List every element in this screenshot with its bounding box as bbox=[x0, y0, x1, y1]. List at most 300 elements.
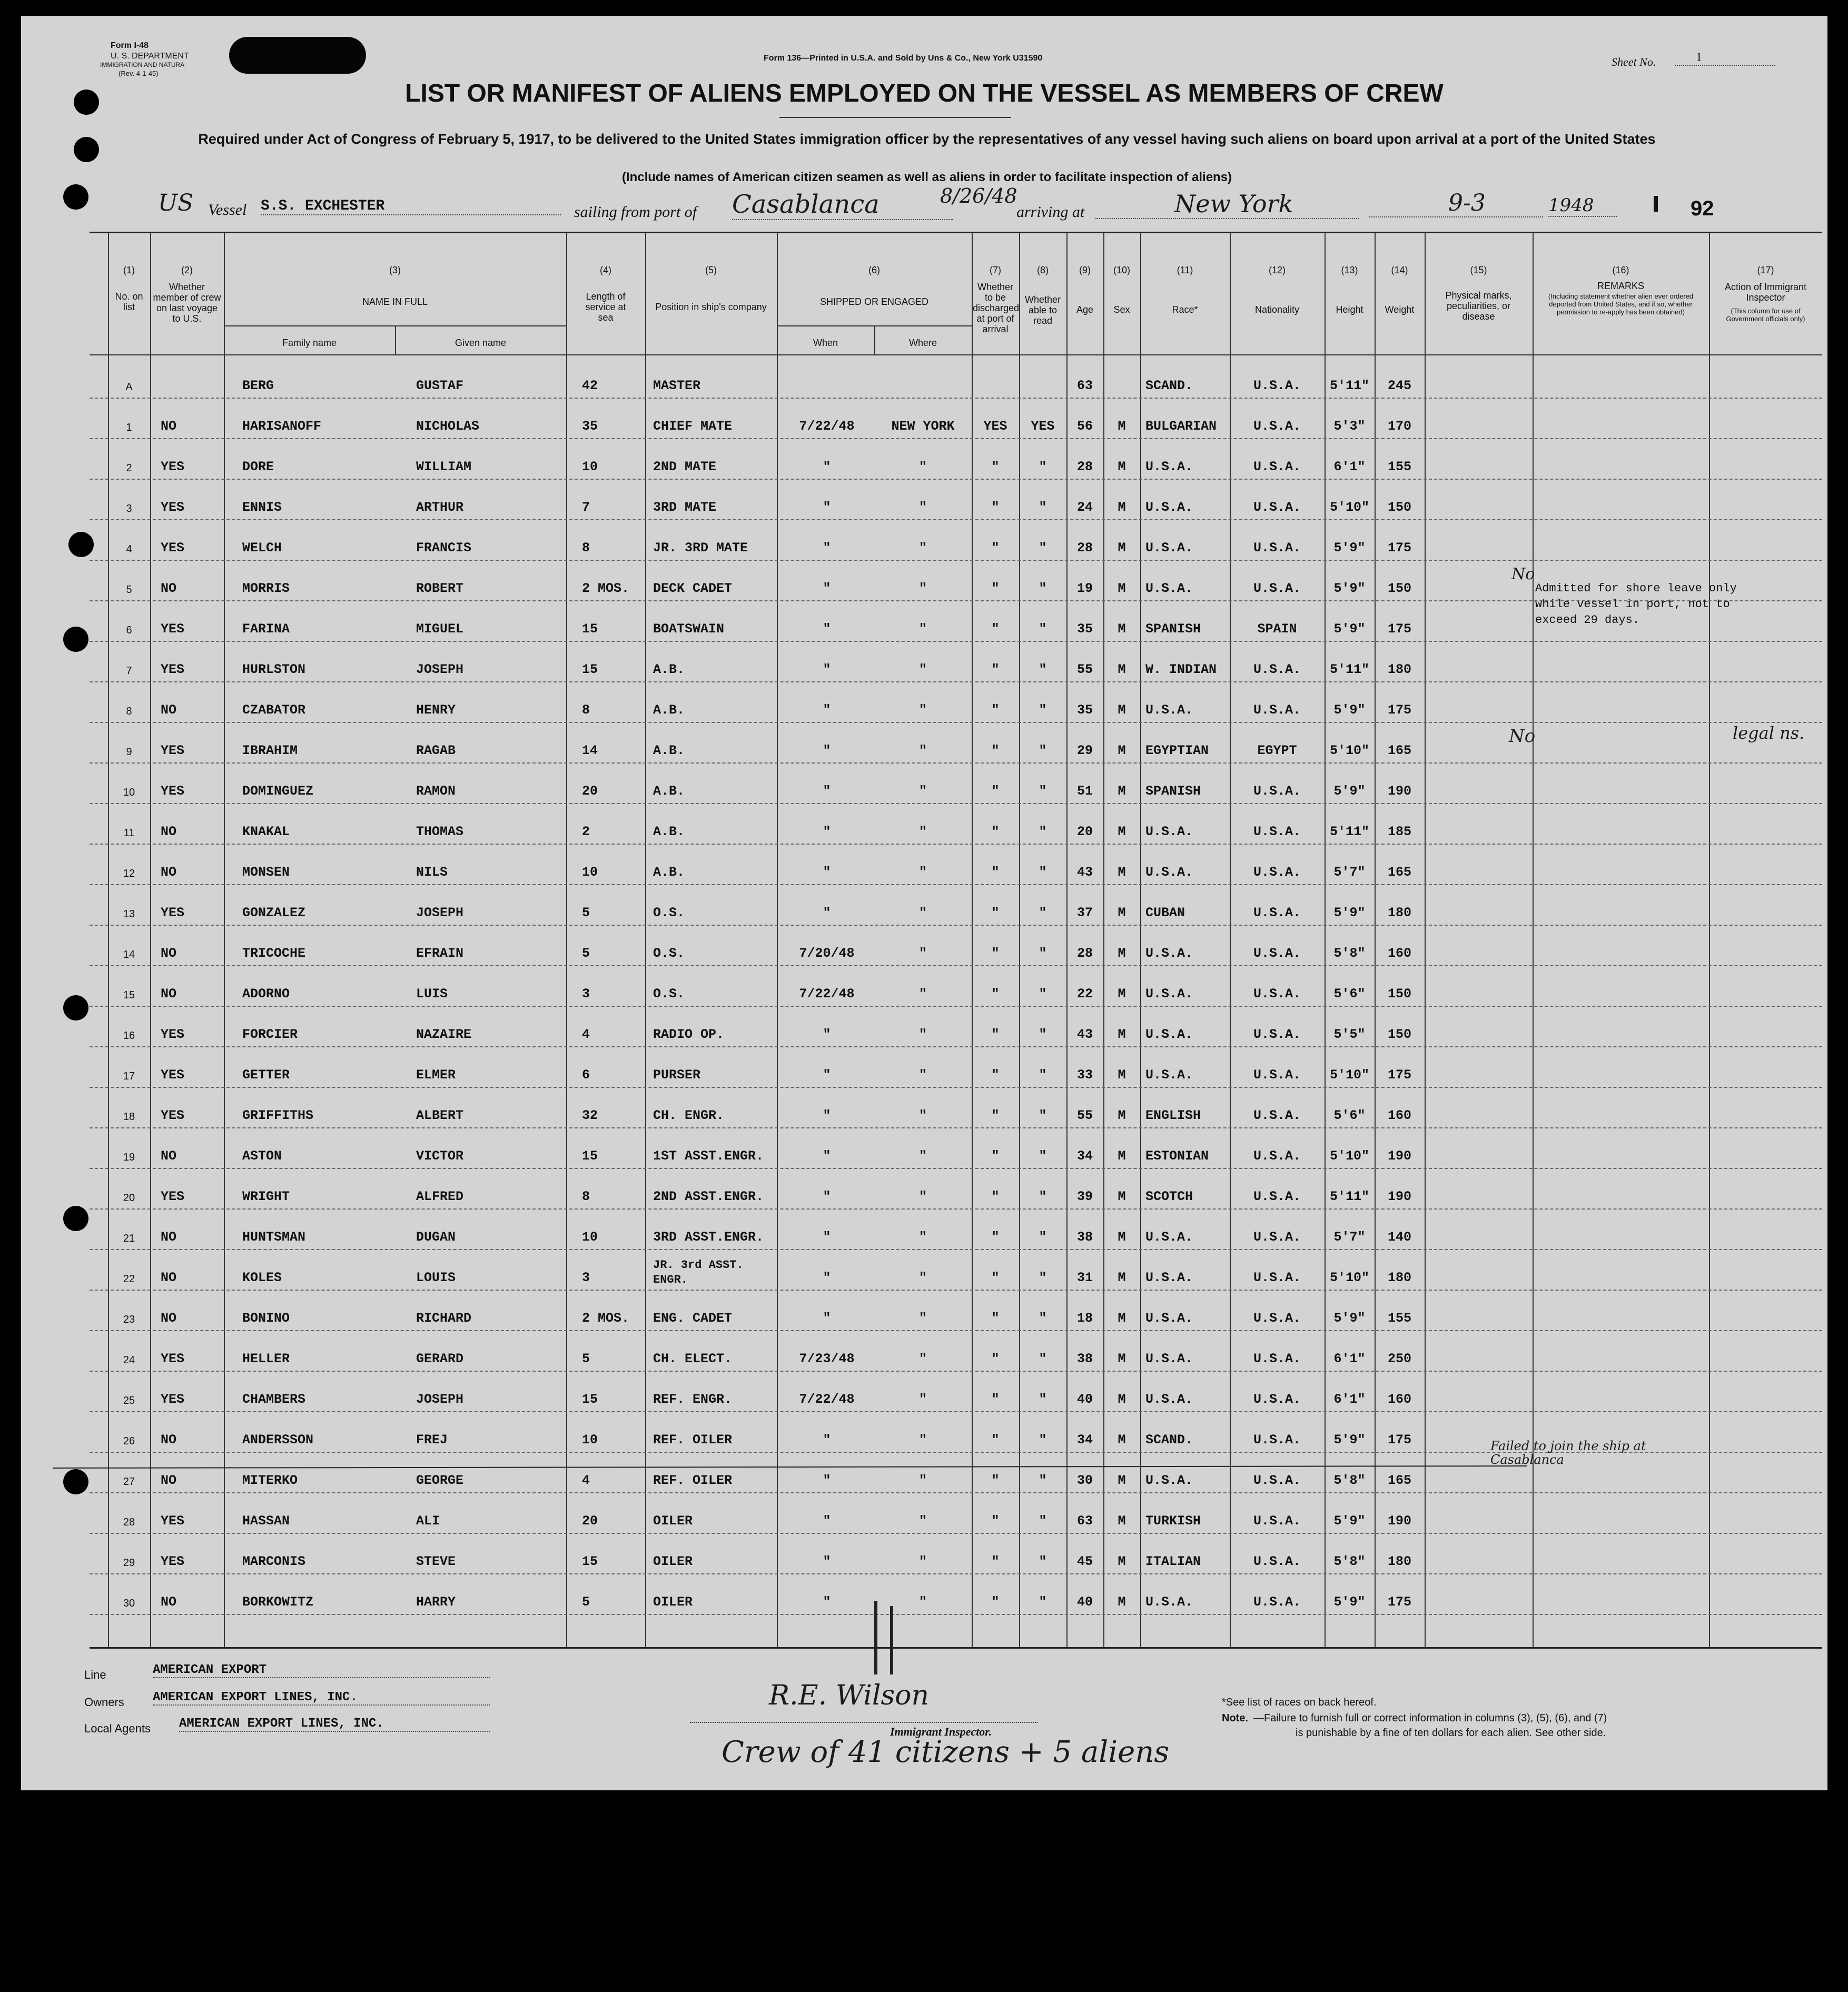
shipped-when-cell: " bbox=[823, 865, 831, 880]
position-cell: O.S. bbox=[653, 905, 685, 920]
crew-count-note: Crew of 41 citizens + 5 aliens bbox=[722, 1735, 1170, 1769]
shipped-when-cell: " bbox=[823, 743, 831, 758]
age-cell: 33 bbox=[1076, 1067, 1093, 1083]
discharged-cell: " bbox=[991, 946, 1000, 961]
nationality-cell: U.S.A. bbox=[1253, 1311, 1301, 1326]
sailing-label: sailing from port of bbox=[574, 203, 697, 221]
table-row bbox=[90, 1533, 1822, 1574]
height-cell: 5'11" bbox=[1329, 662, 1369, 677]
service-cell: 15 bbox=[582, 1392, 598, 1407]
race-cell: SCAND. bbox=[1145, 1432, 1193, 1448]
height-cell: 5'6" bbox=[1333, 1108, 1366, 1123]
shipped-where-cell: " bbox=[918, 1230, 927, 1245]
sex-cell: M bbox=[1118, 459, 1126, 474]
height-cell: 5'8" bbox=[1333, 946, 1366, 961]
weight-cell: 150 bbox=[1387, 986, 1411, 1002]
age-cell: 35 bbox=[1076, 702, 1093, 718]
discharged-cell: " bbox=[991, 905, 1000, 920]
port-to: New York bbox=[1095, 190, 1359, 219]
col-num: (6) bbox=[868, 265, 880, 275]
read-cell: " bbox=[1039, 1311, 1047, 1326]
nationality-cell: U.S.A. bbox=[1253, 1554, 1301, 1569]
col-name: NAME IN FULL bbox=[362, 296, 428, 307]
age-cell: 45 bbox=[1076, 1554, 1093, 1569]
age-cell: 29 bbox=[1076, 743, 1093, 758]
given-name-cell: THOMAS bbox=[416, 824, 464, 839]
position-cell: A.B. bbox=[653, 784, 685, 799]
sex-cell: M bbox=[1118, 1027, 1126, 1042]
last-voyage-cell: NO bbox=[161, 419, 177, 434]
race-cell: U.S.A. bbox=[1145, 702, 1193, 718]
race-cell: U.S.A. bbox=[1145, 1351, 1193, 1366]
race-cell: U.S.A. bbox=[1145, 459, 1193, 474]
position-cell: A.B. bbox=[653, 824, 685, 839]
discharged-cell: " bbox=[991, 1067, 1000, 1083]
service-cell: 8 bbox=[582, 1189, 590, 1204]
family-name-cell: TRICOCHE bbox=[242, 946, 306, 961]
table-row bbox=[90, 641, 1822, 682]
position-cell: REF. OILER bbox=[653, 1473, 733, 1488]
read-cell: " bbox=[1039, 621, 1047, 637]
table-row bbox=[90, 519, 1822, 561]
shipped-where-cell: " bbox=[918, 621, 927, 637]
race-cell: ESTONIAN bbox=[1145, 1148, 1209, 1164]
nationality-cell: U.S.A. bbox=[1253, 500, 1301, 515]
punch-hole bbox=[63, 184, 88, 210]
sex-cell: M bbox=[1118, 1148, 1126, 1164]
weight-cell: 175 bbox=[1387, 621, 1411, 637]
service-cell: 2 MOS. bbox=[582, 1311, 630, 1326]
form-revision: (Rev. 4-1-45) bbox=[118, 70, 159, 77]
table-row bbox=[90, 1006, 1822, 1047]
discharged-cell: " bbox=[991, 1108, 1000, 1123]
given-name-cell: NILS bbox=[416, 865, 448, 880]
height-cell: 5'9" bbox=[1333, 1432, 1366, 1448]
service-cell: 15 bbox=[582, 1554, 598, 1569]
height-cell: 5'9" bbox=[1333, 1513, 1366, 1529]
last-voyage-cell: YES bbox=[161, 1513, 185, 1529]
given-name-cell: ALI bbox=[416, 1513, 440, 1529]
row-number: A bbox=[125, 381, 133, 393]
shipped-when-cell: 7/20/48 bbox=[799, 946, 855, 961]
service-cell: 42 bbox=[582, 378, 598, 393]
read-cell: " bbox=[1039, 986, 1047, 1002]
age-cell: 34 bbox=[1076, 1432, 1093, 1448]
last-voyage-cell: YES bbox=[161, 1067, 185, 1083]
race-cell: ITALIAN bbox=[1145, 1554, 1201, 1569]
read-cell: " bbox=[1039, 1513, 1047, 1529]
height-cell: 5'11" bbox=[1329, 378, 1369, 393]
shipped-where-cell: " bbox=[918, 1554, 927, 1569]
nationality-cell: U.S.A. bbox=[1253, 1027, 1301, 1042]
shipped-where-cell: " bbox=[918, 459, 927, 474]
weight-cell: 150 bbox=[1387, 581, 1411, 596]
shipped-when-cell: " bbox=[823, 1108, 831, 1123]
table-row bbox=[90, 1087, 1822, 1128]
service-cell: 15 bbox=[582, 621, 598, 637]
height-cell: 5'6" bbox=[1333, 986, 1366, 1002]
last-voyage-cell: YES bbox=[161, 1351, 185, 1366]
shipped-when-cell: " bbox=[823, 1067, 831, 1083]
discharged-cell: " bbox=[991, 1351, 1000, 1366]
table-row bbox=[90, 681, 1822, 723]
row-number: 10 bbox=[123, 787, 135, 798]
shipped-when-cell: " bbox=[823, 824, 831, 839]
table-row bbox=[90, 1127, 1822, 1169]
age-cell: 38 bbox=[1076, 1351, 1093, 1366]
sheet-number: 1 bbox=[1675, 51, 1775, 66]
given-name-cell: JOSEPH bbox=[416, 905, 464, 920]
row-number: 2 bbox=[126, 462, 132, 474]
given-name-cell: VICTOR bbox=[416, 1148, 464, 1164]
col-num: (2) bbox=[181, 265, 193, 275]
position-cell: CH. ELECT. bbox=[653, 1351, 733, 1366]
shipped-where-cell: " bbox=[918, 702, 927, 718]
nationality-cell: U.S.A. bbox=[1253, 1148, 1301, 1164]
read-cell: " bbox=[1039, 1067, 1047, 1083]
inspector-signature: R.E. Wilson bbox=[769, 1680, 929, 1711]
sex-cell: M bbox=[1118, 581, 1126, 596]
family-name-cell: HURLSTON bbox=[242, 662, 306, 677]
col-nationality: Nationality bbox=[1254, 304, 1300, 315]
last-voyage-cell: YES bbox=[161, 1392, 185, 1407]
last-voyage-cell: NO bbox=[161, 702, 177, 718]
col-action-sub: (This column for use of Government officials only) bbox=[1726, 307, 1805, 323]
last-voyage-cell: NO bbox=[161, 1473, 177, 1488]
service-cell: 4 bbox=[582, 1027, 590, 1042]
service-cell: 7 bbox=[582, 500, 590, 515]
family-name-cell: HUNTSMAN bbox=[242, 1230, 306, 1245]
table-row bbox=[90, 1290, 1822, 1331]
col-num: (7) bbox=[990, 265, 1001, 275]
shipped-where-cell: " bbox=[918, 1067, 927, 1083]
nationality-cell: U.S.A. bbox=[1253, 1432, 1301, 1448]
service-cell: 10 bbox=[582, 1432, 598, 1448]
family-name-cell: ANDERSSON bbox=[242, 1432, 314, 1448]
shipped-where-cell: " bbox=[918, 1270, 927, 1285]
given-name-cell: ALBERT bbox=[416, 1108, 464, 1123]
sex-cell: M bbox=[1118, 1067, 1126, 1083]
age-cell: 37 bbox=[1076, 905, 1093, 920]
height-cell: 5'9" bbox=[1333, 1311, 1366, 1326]
last-voyage-cell: NO bbox=[161, 581, 177, 596]
punch-hole bbox=[63, 1206, 88, 1231]
read-cell: " bbox=[1039, 1594, 1047, 1610]
family-name-cell: KNAKAL bbox=[242, 824, 290, 839]
form-service: IMMIGRATION AND NATURA bbox=[100, 61, 185, 68]
position-cell: JR. 3rd ASST. ENGR. bbox=[653, 1258, 744, 1286]
race-cell: U.S.A. bbox=[1145, 1311, 1193, 1326]
position-cell: RADIO OP. bbox=[653, 1027, 725, 1042]
discharged-cell: " bbox=[991, 986, 1000, 1002]
given-name-cell: RICHARD bbox=[416, 1311, 472, 1326]
crew-table bbox=[90, 232, 1822, 1649]
shipped-when-cell: " bbox=[823, 905, 831, 920]
discharged-cell: " bbox=[991, 784, 1000, 799]
table-row bbox=[90, 357, 1822, 399]
remark-shore-leave-2: while vessel in port, not to bbox=[1535, 598, 1730, 611]
weight-cell: 250 bbox=[1387, 1351, 1411, 1366]
shipped-when-cell: " bbox=[823, 1311, 831, 1326]
service-cell: 4 bbox=[582, 1473, 590, 1488]
position-cell: REF. ENGR. bbox=[653, 1392, 733, 1407]
sex-cell: M bbox=[1118, 1392, 1126, 1407]
last-voyage-cell: YES bbox=[161, 1027, 185, 1042]
weight-cell: 180 bbox=[1387, 1270, 1411, 1285]
sex-cell: M bbox=[1118, 500, 1126, 515]
read-cell: " bbox=[1039, 784, 1047, 799]
col-num: (9) bbox=[1079, 265, 1091, 275]
age-cell: 63 bbox=[1076, 378, 1093, 393]
read-cell: " bbox=[1039, 540, 1047, 556]
position-cell: DECK CADET bbox=[653, 581, 733, 596]
discharged-cell: " bbox=[991, 459, 1000, 474]
nationality-cell: U.S.A. bbox=[1253, 1067, 1301, 1083]
family-name-cell: DORE bbox=[242, 459, 274, 474]
position-cell: A.B. bbox=[653, 865, 685, 880]
height-cell: 5'8" bbox=[1333, 1473, 1366, 1488]
shipped-when-cell: " bbox=[823, 702, 831, 718]
age-cell: 35 bbox=[1076, 621, 1093, 637]
inspector-label: Immigrant Inspector. bbox=[890, 1725, 992, 1738]
position-cell: REF. OILER bbox=[653, 1432, 733, 1448]
nationality-cell: U.S.A. bbox=[1253, 824, 1301, 839]
nationality-cell: U.S.A. bbox=[1253, 905, 1301, 920]
age-cell: 43 bbox=[1076, 1027, 1093, 1042]
family-name-cell: ASTON bbox=[242, 1148, 282, 1164]
given-name-cell: ARTHUR bbox=[416, 500, 464, 515]
family-name-cell: MONSEN bbox=[242, 865, 290, 880]
family-name-cell: CHAMBERS bbox=[242, 1392, 306, 1407]
weight-cell: 160 bbox=[1387, 946, 1411, 961]
age-cell: 38 bbox=[1076, 1230, 1093, 1245]
shipped-where-cell: " bbox=[918, 1392, 927, 1407]
family-name-cell: KOLES bbox=[242, 1270, 282, 1285]
table-row bbox=[90, 722, 1822, 764]
last-voyage-cell: NO bbox=[161, 986, 177, 1002]
race-cell: SCAND. bbox=[1145, 378, 1193, 393]
row-number: 8 bbox=[126, 706, 132, 717]
sex-cell: M bbox=[1118, 702, 1126, 718]
col-num: (4) bbox=[600, 265, 611, 275]
given-name-cell: LOUIS bbox=[416, 1270, 456, 1285]
read-cell: " bbox=[1039, 743, 1047, 758]
shipped-where-cell: " bbox=[918, 1148, 927, 1164]
age-cell: 63 bbox=[1076, 1513, 1093, 1529]
shipped-when-cell: " bbox=[823, 662, 831, 677]
read-cell: " bbox=[1039, 1392, 1047, 1407]
row-number: 14 bbox=[123, 949, 135, 960]
table-row bbox=[90, 398, 1822, 439]
height-cell: 5'9" bbox=[1333, 784, 1366, 799]
arriving-label: arriving at bbox=[1016, 203, 1085, 221]
position-cell: 3RD MATE bbox=[653, 500, 717, 515]
nationality-cell: U.S.A. bbox=[1253, 1392, 1301, 1407]
table-row bbox=[90, 1046, 1822, 1088]
given-name-cell: FRANCIS bbox=[416, 540, 472, 556]
col-service: Length of service at sea bbox=[585, 291, 626, 323]
read-cell: " bbox=[1039, 581, 1047, 596]
height-cell: 5'10" bbox=[1329, 743, 1369, 758]
family-name-cell: CZABATOR bbox=[242, 702, 306, 718]
discharged-cell: " bbox=[991, 662, 1000, 677]
sex-cell: M bbox=[1118, 1189, 1126, 1204]
table-row bbox=[90, 1330, 1822, 1372]
sheet-label: Sheet No. bbox=[1612, 55, 1656, 68]
height-cell: 5'10" bbox=[1329, 1270, 1369, 1285]
nationality-cell: U.S.A. bbox=[1253, 1270, 1301, 1285]
service-cell: 5 bbox=[582, 905, 590, 920]
nationality-cell: U.S.A. bbox=[1253, 1594, 1301, 1610]
nationality-cell: U.S.A. bbox=[1253, 459, 1301, 474]
read-cell: " bbox=[1039, 1351, 1047, 1366]
shipped-when-cell: " bbox=[823, 1473, 831, 1488]
owners-label: Owners bbox=[84, 1696, 124, 1709]
sex-cell: M bbox=[1118, 905, 1126, 920]
shipped-when-cell: " bbox=[823, 500, 831, 515]
read-cell: " bbox=[1039, 946, 1047, 961]
weight-cell: 190 bbox=[1387, 784, 1411, 799]
shipped-when-cell: " bbox=[823, 540, 831, 556]
service-cell: 3 bbox=[582, 986, 590, 1002]
nationality-cell: SPAIN bbox=[1257, 621, 1297, 637]
discharged-cell: " bbox=[991, 702, 1000, 718]
table-row bbox=[90, 1371, 1822, 1412]
race-cell: SPANISH bbox=[1145, 621, 1201, 637]
nationality-cell: U.S.A. bbox=[1253, 419, 1301, 434]
height-cell: 5'10" bbox=[1329, 1067, 1369, 1083]
row-number: 17 bbox=[123, 1071, 135, 1082]
agents-label: Local Agents bbox=[84, 1722, 151, 1735]
sex-cell: M bbox=[1118, 1473, 1126, 1488]
position-cell: OILER bbox=[653, 1554, 693, 1569]
races-note: *See list of races on back hereof. bbox=[1222, 1697, 1377, 1708]
col-remarks-sub: (Including statement whether alien ever ordered deported from United States, and if so, whether permission to re-apply has been obtained) bbox=[1548, 292, 1694, 316]
family-name-cell: MARCONIS bbox=[242, 1554, 306, 1569]
shipped-when-cell: 7/23/48 bbox=[799, 1351, 855, 1366]
row-number: 21 bbox=[123, 1233, 135, 1244]
race-cell: U.S.A. bbox=[1145, 1067, 1193, 1083]
col-action: Action of Immigrant Inspector bbox=[1724, 282, 1807, 303]
height-cell: 5'10" bbox=[1329, 500, 1369, 515]
height-cell: 6'1" bbox=[1333, 459, 1366, 474]
read-cell: " bbox=[1039, 1554, 1047, 1569]
nationality-cell: EGYPT bbox=[1257, 743, 1297, 758]
age-cell: 24 bbox=[1076, 500, 1093, 515]
col-height: Height bbox=[1336, 304, 1363, 315]
service-cell: 5 bbox=[582, 1351, 590, 1366]
height-cell: 5'9" bbox=[1333, 540, 1366, 556]
service-cell: 3 bbox=[582, 1270, 590, 1285]
shipped-where-cell: " bbox=[918, 540, 927, 556]
given-name-cell: JOSEPH bbox=[416, 1392, 464, 1407]
table-row bbox=[90, 1249, 1822, 1291]
age-cell: 20 bbox=[1076, 824, 1093, 839]
nationality-cell: U.S.A. bbox=[1253, 1189, 1301, 1204]
printer-line: Form 136—Printed in U.S.A. and Sold by Uns & Co., New York U31590 bbox=[764, 54, 1043, 63]
remark-failed-to-join: Failed to join the ship at Casablanca bbox=[1490, 1439, 1646, 1467]
read-cell: " bbox=[1039, 459, 1047, 474]
read-cell: YES bbox=[1031, 419, 1055, 434]
row-number: 15 bbox=[123, 989, 135, 1001]
weight-cell: 175 bbox=[1387, 1067, 1411, 1083]
height-cell: 5'9" bbox=[1333, 581, 1366, 596]
row-number: 4 bbox=[126, 543, 132, 555]
height-cell: 5'7" bbox=[1333, 865, 1366, 880]
shipped-when-cell: " bbox=[823, 1554, 831, 1569]
shipped-where-cell: " bbox=[918, 784, 927, 799]
given-name-cell: ALFRED bbox=[416, 1189, 464, 1204]
service-cell: 2 bbox=[582, 824, 590, 839]
col-given: Given name bbox=[454, 338, 507, 348]
position-cell: JR. 3RD MATE bbox=[653, 540, 748, 556]
age-cell: 40 bbox=[1076, 1594, 1093, 1610]
given-name-cell: HENRY bbox=[416, 702, 456, 718]
height-cell: 5'9" bbox=[1333, 621, 1366, 637]
family-name-cell: DOMINGUEZ bbox=[242, 784, 314, 799]
shipped-where-cell: " bbox=[918, 1594, 927, 1610]
weight-cell: 155 bbox=[1387, 1311, 1411, 1326]
shipped-where-cell: " bbox=[918, 1513, 927, 1529]
row-number: 6 bbox=[126, 625, 132, 636]
col-num: (17) bbox=[1757, 265, 1774, 275]
given-name-cell: LUIS bbox=[416, 986, 448, 1002]
vessel-name: S.S. EXCHESTER bbox=[261, 198, 561, 215]
race-cell: U.S.A. bbox=[1145, 581, 1193, 596]
given-name-cell: WILLIAM bbox=[416, 459, 472, 474]
shipped-when-cell: 7/22/48 bbox=[799, 986, 855, 1002]
service-cell: 5 bbox=[582, 1594, 590, 1610]
last-voyage-cell: YES bbox=[161, 540, 185, 556]
age-cell: 18 bbox=[1076, 1311, 1093, 1326]
discharged-cell: " bbox=[991, 1473, 1000, 1488]
service-cell: 5 bbox=[582, 946, 590, 961]
read-cell: " bbox=[1039, 662, 1047, 677]
sex-cell: M bbox=[1118, 1311, 1126, 1326]
service-cell: 10 bbox=[582, 1230, 598, 1245]
race-cell: SCOTCH bbox=[1145, 1189, 1193, 1204]
col-num: (12) bbox=[1268, 265, 1286, 275]
shipped-when-cell: " bbox=[823, 1270, 831, 1285]
col-num: (14) bbox=[1391, 265, 1408, 275]
position-cell: CH. ENGR. bbox=[653, 1108, 725, 1123]
service-cell: 2 MOS. bbox=[582, 581, 630, 596]
table-row bbox=[90, 925, 1822, 966]
last-voyage-cell: NO bbox=[161, 1230, 177, 1245]
col-position: Position in ship's company bbox=[655, 302, 767, 312]
family-name-cell: BONINO bbox=[242, 1311, 290, 1326]
service-cell: 6 bbox=[582, 1067, 590, 1083]
subtitle-note: (Include names of American citizen seamen as well as aliens in order to facilitate inspection of aliens) bbox=[621, 170, 1232, 184]
col-age: Age bbox=[1076, 304, 1094, 315]
row-number: 5 bbox=[126, 584, 132, 596]
row-number: 7 bbox=[126, 665, 132, 677]
subtitle: Required under Act of Congress of February 5, 1917, to be delivered to the United States immigration officer by the representatives of any vessel having such aliens on board upon arrival at a port of the United States bbox=[198, 131, 1656, 147]
discharged-cell: " bbox=[991, 1311, 1000, 1326]
family-name-cell: WRIGHT bbox=[242, 1189, 290, 1204]
row-number: 27 bbox=[123, 1476, 135, 1488]
shipped-where-cell: " bbox=[918, 1311, 927, 1326]
shipped-when-cell: " bbox=[823, 1230, 831, 1245]
last-voyage-cell: NO bbox=[161, 1594, 177, 1610]
age-cell: 55 bbox=[1076, 1108, 1093, 1123]
table-row bbox=[90, 803, 1822, 845]
race-cell: CUBAN bbox=[1145, 905, 1185, 920]
race-cell: U.S.A. bbox=[1145, 824, 1193, 839]
last-voyage-cell: NO bbox=[161, 1148, 177, 1164]
nationality-cell: U.S.A. bbox=[1253, 1108, 1301, 1123]
nationality-cell: U.S.A. bbox=[1253, 784, 1301, 799]
